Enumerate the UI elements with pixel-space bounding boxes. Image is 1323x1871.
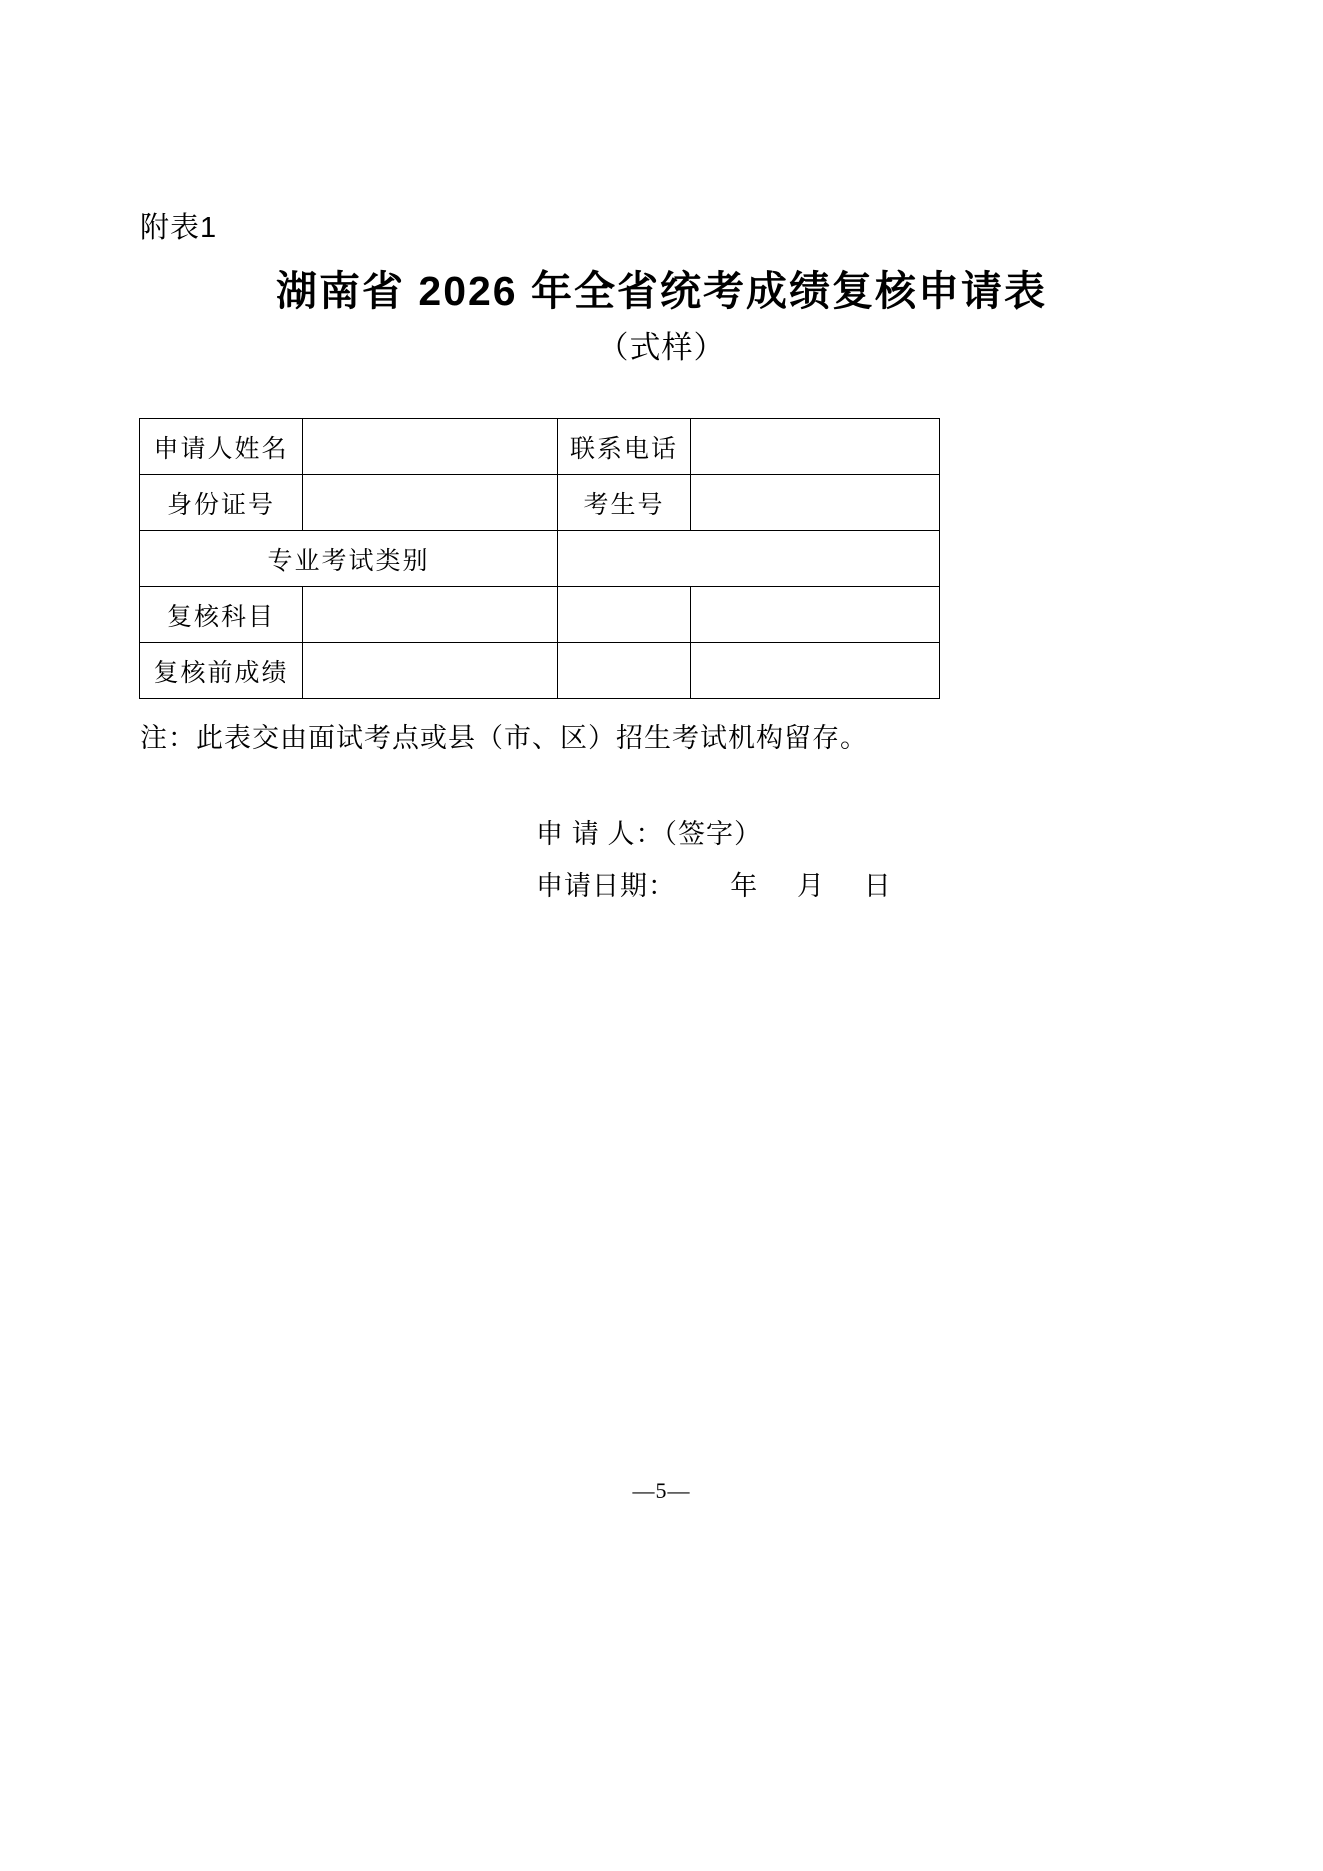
table-row <box>140 587 940 643</box>
form-note: 注：此表交由面试考点或县（市、区）招生考试机构留存。 <box>140 723 868 753</box>
table-row <box>140 531 940 587</box>
id-number-field[interactable] <box>303 475 558 531</box>
exam-category-label: 专业考试类别 <box>140 531 558 587</box>
page-number: —5— <box>632 1478 691 1503</box>
review-subject-field-3[interactable] <box>691 587 940 643</box>
table-row <box>140 475 940 531</box>
exam-category-field[interactable] <box>558 531 940 587</box>
applicant-name-field[interactable] <box>303 419 558 475</box>
date-label: 申请日期： 年 月 日 <box>536 871 892 901</box>
score-before-review-field-2[interactable] <box>558 643 691 699</box>
contact-phone-label: 联系电话 <box>558 419 691 475</box>
examinee-number-label: 考生号 <box>558 475 691 531</box>
score-before-review-label: 复核前成绩 <box>140 643 303 699</box>
signature-label: 申 请 人：（签字） <box>536 819 762 849</box>
application-form-table <box>139 418 940 699</box>
score-before-review-field-1[interactable] <box>303 643 558 699</box>
contact-phone-field[interactable] <box>691 419 940 475</box>
signature-block <box>536 808 892 912</box>
table-row <box>140 419 940 475</box>
score-before-review-field-3[interactable] <box>691 643 940 699</box>
review-subject-label: 复核科目 <box>140 587 303 643</box>
applicant-name-label: 申请人姓名 <box>140 419 303 475</box>
page-subtitle: （式样） <box>597 330 726 365</box>
examinee-number-field[interactable] <box>691 475 940 531</box>
review-subject-field-1[interactable] <box>303 587 558 643</box>
id-number-label: 身份证号 <box>140 475 303 531</box>
page-title: 湖南省 2026 年全省统考成绩复核申请表 <box>276 268 1047 314</box>
attachment-label: 附表1 <box>140 212 218 244</box>
table-row <box>140 643 940 699</box>
review-subject-field-2[interactable] <box>558 587 691 643</box>
